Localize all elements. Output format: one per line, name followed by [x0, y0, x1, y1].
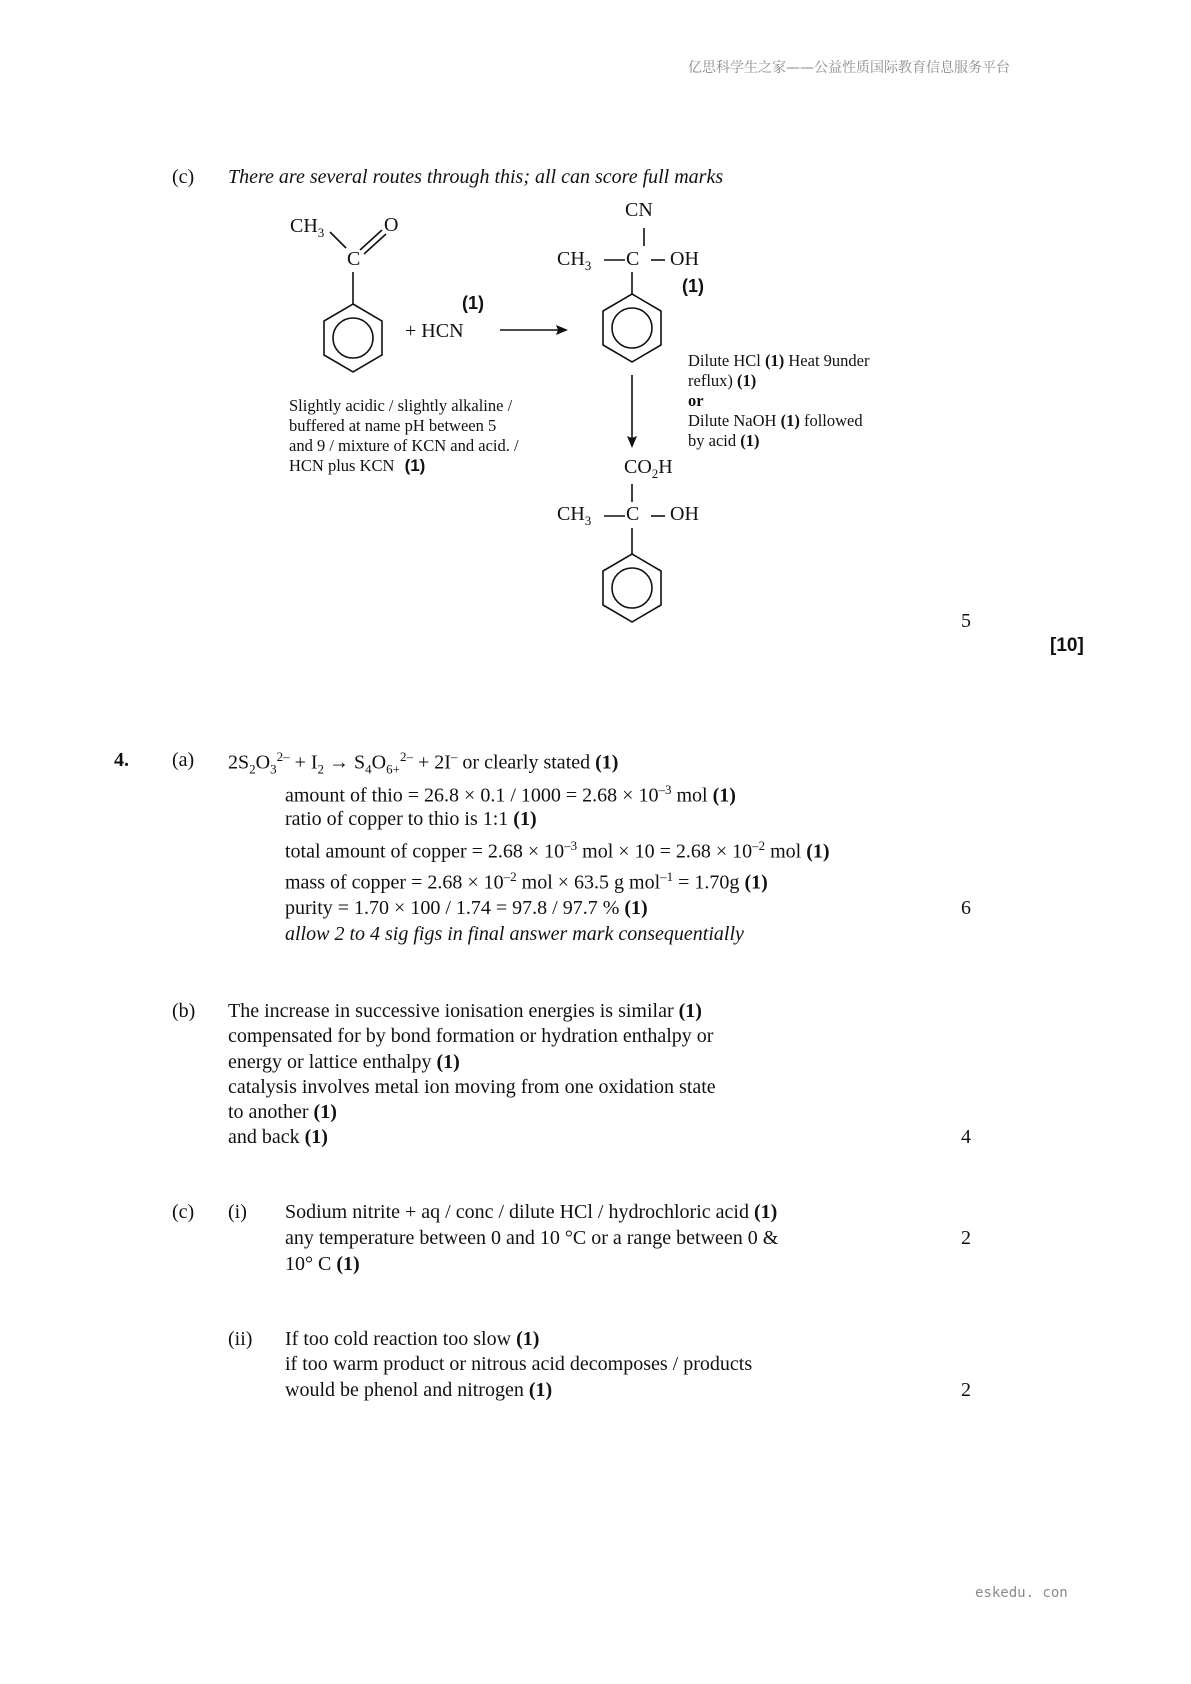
reactant-oxygen: O — [384, 214, 399, 236]
reactant-carbon: C — [347, 248, 361, 270]
q4c-ii-line-1: If too cold reaction too slow (1) — [285, 1328, 540, 1350]
part-c-label: (c) — [172, 166, 195, 188]
q4c-ii-label: (ii) — [228, 1328, 253, 1350]
q4b-line-5: to another (1) — [228, 1101, 337, 1123]
product2-oh: OH — [670, 503, 699, 525]
product1-carbon: C — [626, 248, 640, 270]
product1-oh: OH — [670, 248, 699, 270]
product1-cn: CN — [625, 199, 653, 221]
hydrolysis-line-1: Dilute HCl (1) Heat 9under — [688, 351, 870, 370]
reagent-hcn: + HCN — [405, 320, 464, 342]
conditions-line-2: buffered at name pH between 5 — [289, 416, 497, 435]
q4a-line-1: amount of thio = $26.8 \times 0.1 / 1000 = 2.68 \times 10^{-3}$ mol (1) — [285, 782, 736, 807]
reactant-ch3: $CH_3$ — [290, 215, 325, 240]
q4c-label: (c) — [172, 1201, 195, 1223]
hydrolysis-line-4: by acid (1) — [688, 431, 760, 450]
q4a-line-5: purity = 1.70 × 100 / 1.74 = 97.8 / 97.7 % (1) — [285, 897, 648, 919]
q4b-marks: 4 — [961, 1126, 971, 1148]
reagent-mark: (1) — [462, 293, 484, 313]
conditions-line-4: HCN plus KCN (1) — [289, 456, 426, 475]
q4a-line-3: total amount of copper = $2.68 \times 10^{-3}$ mol × $10 = 2.68 \times 10^{-2}$ mol (1) — [285, 838, 830, 863]
product2-ch3: $CH_3$ — [557, 503, 592, 528]
page-header: 亿思科学生之家——公益性质国际教育信息服务平台 — [688, 60, 1010, 76]
q4a-marks: 6 — [961, 897, 971, 919]
q4b-line-1: The increase in successive ionisation energies is similar (1) — [228, 1000, 702, 1022]
hydrolysis-or: or — [688, 391, 704, 410]
q4c-ii-marks: 2 — [961, 1379, 971, 1401]
q4b-line-4: catalysis involves metal ion moving from one oxidation state — [228, 1076, 716, 1098]
q4c-i-line-1: Sodium nitrite + aq / conc / dilute HCl / hydrochloric acid (1) — [285, 1201, 778, 1223]
q4a-line-2: ratio of copper to thio is 1:1 (1) — [285, 808, 537, 830]
part-c-marks: 5 — [961, 610, 971, 632]
conditions-line-1: Slightly acidic / slightly alkaline / — [289, 396, 513, 415]
q4c-i-line-3: 10° C (1) — [285, 1253, 360, 1275]
hydrolysis-line-3: Dilute NaOH (1) followed — [688, 411, 863, 430]
q4b-line-2: compensated for by bond formation or hydration enthalpy or — [228, 1025, 714, 1047]
q4c-ii-line-2: if too warm product or nitrous acid decomposes / products — [285, 1353, 753, 1375]
q4c-i-marks: 2 — [961, 1227, 971, 1249]
question-number: 4. — [114, 749, 129, 771]
q4c-i-label: (i) — [228, 1201, 247, 1223]
product2-cooh: $CO_2H$ — [624, 456, 673, 481]
q4a-line-6: allow 2 to 4 sig figs in final answer mark consequentially — [285, 923, 744, 945]
q4a-equation: $2S_2O_3^{2-} + I_2 \to S_4O_{6+}^{2-} + 2I^-$ or clearly stated (1) — [228, 749, 619, 777]
q4b-line-6: and back (1) — [228, 1126, 328, 1148]
q4b-line-3: energy or lattice enthalpy (1) — [228, 1051, 460, 1073]
q4c-ii-line-3: would be phenol and nitrogen (1) — [285, 1379, 553, 1401]
product2-carbon: C — [626, 503, 640, 525]
question-total: [10] — [1050, 635, 1084, 656]
product1-mark: (1) — [682, 276, 704, 296]
q4c-i-line-2: any temperature between 0 and 10 °C or a range between 0 & — [285, 1227, 779, 1249]
part-c-intro: There are several routes through this; all can score full marks — [228, 166, 724, 188]
page-footer: eskedu. con — [975, 1585, 1068, 1601]
hydrolysis-line-2: reflux) (1) — [688, 371, 757, 390]
conditions-line-3: and 9 / mixture of KCN and acid. / — [289, 436, 519, 455]
product1-ch3: $CH_3$ — [557, 248, 592, 273]
q4a-line-4: mass of copper = $2.68 \times 10^{-2}$ mol × 63.5 g mol$^{-1}$ = 1.70g (1) — [285, 869, 768, 894]
q4a-label: (a) — [172, 749, 195, 771]
q4b-label: (b) — [172, 1000, 196, 1022]
